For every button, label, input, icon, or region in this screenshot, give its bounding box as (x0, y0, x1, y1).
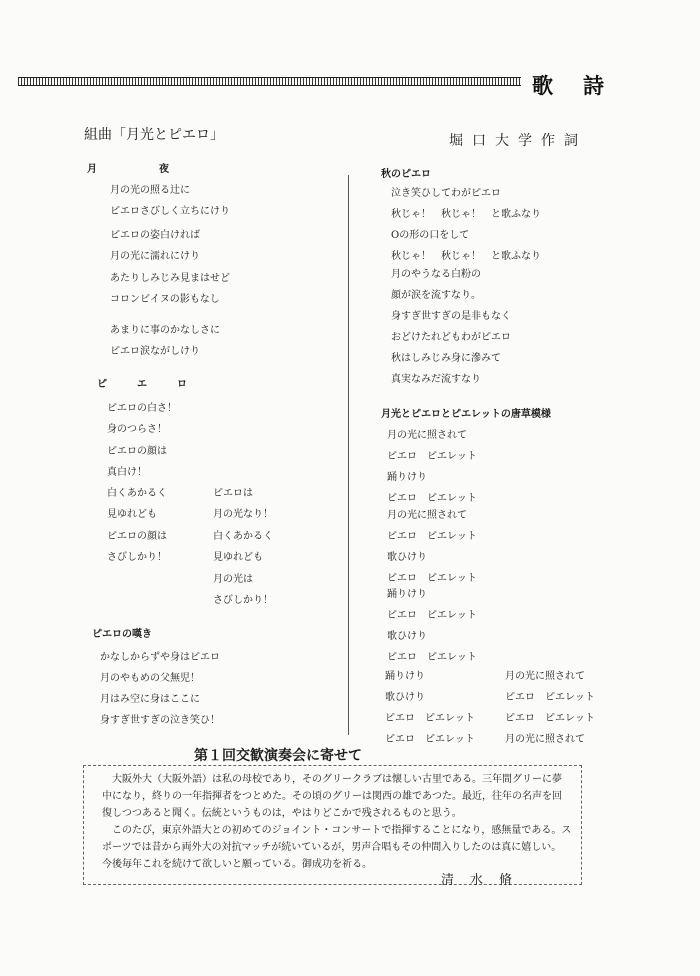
poem-line: ピエロ ピエレット (505, 713, 595, 724)
poem-line: 身すぎ世すぎの泣き笑ひ！ (100, 715, 220, 726)
poem-tsukiyo (110, 225, 200, 267)
column-divider (348, 175, 349, 735)
poem-line: ピエロ ピエレット (387, 451, 477, 462)
essay-line: 中になり，終りの一年指揮者をつとめた。その頃のグリーは関西の雄であつた。最近，往年の名声を回 (102, 791, 562, 802)
page-title: 歌詩 (532, 73, 634, 98)
poem-karakusa (387, 584, 477, 668)
poem-line: おどけたれどもわがピエロ (391, 332, 511, 343)
poem-line: 身のつらさ！ (107, 424, 167, 435)
poem-line: ピエロ ピエレット (505, 692, 595, 703)
poem-aki (391, 264, 481, 306)
poem-line: ピエロの顔は (107, 446, 167, 457)
poem-line: ピエロの姿白ければ (110, 230, 200, 241)
section-heading-nageki: ピエロの嘆き (92, 629, 152, 640)
poem-line: ピエロの白さ！ (107, 403, 177, 414)
lyricist: 堀口大学作詞 (449, 133, 587, 149)
poem-line: さびしかり！ (107, 552, 167, 563)
poem-line: さびしかり！ (213, 595, 273, 606)
poem-line: 月の光の照る辻に (110, 185, 190, 196)
poem-line: 月の光に濡れにけり (110, 251, 200, 262)
poem-line: 秋はしみじみ身に滲みて (391, 353, 501, 364)
poem-karakusa-final-right (505, 666, 595, 750)
poem-pierrot-col-b (213, 526, 273, 568)
poem-line: 月の光に照されて (505, 734, 585, 745)
poem-karakusa (387, 425, 477, 509)
poem-pierrot-col-a (107, 483, 167, 525)
poem-pierrot-col-a (107, 526, 167, 568)
poem-pierrot (107, 441, 167, 483)
poem-line: 月の光に照されて (387, 430, 467, 441)
poem-line: あまりに事のかなしさに (110, 325, 220, 336)
poem-line: 踊りけり (385, 671, 425, 682)
poem-line: 歌ひけり (387, 631, 427, 642)
poem-line: ピエロ ピエレット (387, 531, 477, 542)
poem-line: 秋じゃ！ 秋じゃ！ と歌ふなり (391, 209, 541, 220)
poem-tsukiyo (110, 268, 230, 310)
poem-line: 歌ひけり (385, 692, 425, 703)
poem-line: ピエロさびしく立ちにけり (110, 206, 230, 217)
poem-line: 月はみ空に身はここに (100, 694, 200, 705)
essay-line: 復しつつあると聞く。伝統というものは，やはりどこかで残されるものと思う。 (102, 808, 462, 819)
poem-aki (391, 348, 501, 390)
poem-line: 歌ひけり (387, 552, 427, 563)
essay-line: 大阪外大（大阪外語）は私の母校であり，そのグリークラブは懐しい古里である。三年間グリーに夢 (112, 774, 562, 785)
essay-author: 清水脩 (441, 873, 529, 888)
section-heading-pierrot: ピ エ ロ (97, 379, 197, 390)
poem-line: 月のやもめの父無児！ (100, 673, 200, 684)
poem-line: ピエロ ピエレット (387, 573, 477, 584)
poem-line: ピエロ ピエレット (387, 493, 477, 504)
poem-line: かなしからずや身はピエロ (100, 652, 220, 663)
poem-line: 月の光は (213, 574, 253, 585)
poem-line: ピエロ ピエレット (387, 652, 477, 663)
poem-line: 踊りけり (387, 589, 427, 600)
poem-line: 真白け！ (107, 467, 147, 478)
poem-line: 白くあかるく (107, 488, 167, 499)
poem-line: 秋じゃ！ 秋じゃ！ と歌ふなり (391, 251, 541, 262)
essay-line: ポーツでは昔から両外大の対抗マッチが続いているが，男声合唱もその仲間入りしたのは真に嬉しい。 (102, 842, 562, 853)
poem-pierrot (107, 398, 177, 440)
poem-line: 白くあかるく (213, 531, 273, 542)
poem-line: ピエロ ピエレット (385, 713, 475, 724)
suite-title: 組曲「月光とピエロ」 (84, 127, 224, 143)
poem-tsukiyo (110, 320, 220, 362)
poem-line: Oの形の口をして (391, 230, 470, 241)
poem-line: 月の光なり！ (213, 509, 273, 520)
poem-line: ピエロの顔は (107, 531, 167, 542)
poem-aki (391, 306, 511, 348)
poem-line: 身すぎ世すぎの是非もなく (391, 311, 511, 322)
poem-karakusa-final-left (385, 666, 475, 750)
poem-line: 見ゆれども (107, 509, 157, 520)
header-rule (18, 77, 521, 86)
poem-pierrot-col-b (213, 569, 273, 611)
poem-tsukiyo (110, 180, 230, 222)
poem-pierrot-col-b (213, 483, 273, 525)
poem-line: 見ゆれども (213, 552, 263, 563)
poem-line: 踊りけり (387, 472, 427, 483)
essay-line: このたび，東京外語大との初めてのジョイント・コンサートで指揮することになり，感無量である。ス (112, 825, 572, 836)
poem-nageki (100, 647, 220, 731)
poem-line: 月のやうなる白粉の (391, 269, 481, 280)
poem-line: 月の光に照されて (387, 510, 467, 521)
poem-line: あたりしみじみ見まはせど (110, 273, 230, 284)
essay-line: 今後毎年これを続けて欲しいと願っている。御成功を祈る。 (102, 859, 372, 870)
poem-line: 月の光に照されて (505, 671, 585, 682)
poem-aki (391, 183, 541, 267)
poem-line: ピエロ涙ながしけり (110, 346, 200, 357)
poem-line: ピエロ ピエレット (385, 734, 475, 745)
poem-line: 泣き笑ひしてわがピエロ (391, 188, 501, 199)
poem-line: コロンビイヌの影もなし (110, 294, 220, 305)
poem-line: ピエロは (213, 488, 253, 499)
poem-karakusa (387, 505, 477, 589)
poem-line: 真実なみだ流すなり (391, 374, 481, 385)
poem-line: 顔が涙を流すなり。 (391, 290, 481, 301)
essay-body (102, 771, 574, 873)
section-heading-karakusa: 月光とピエロとピエレットの唐草模様 (381, 409, 551, 420)
essay-title: 第１回交歓演奏会に寄せて (186, 745, 370, 765)
section-heading-aki: 秋のピエロ (381, 169, 431, 180)
poem-line: ピエロ ピエレット (387, 610, 477, 621)
section-heading-tsukiyo: 月 夜 (87, 164, 183, 175)
